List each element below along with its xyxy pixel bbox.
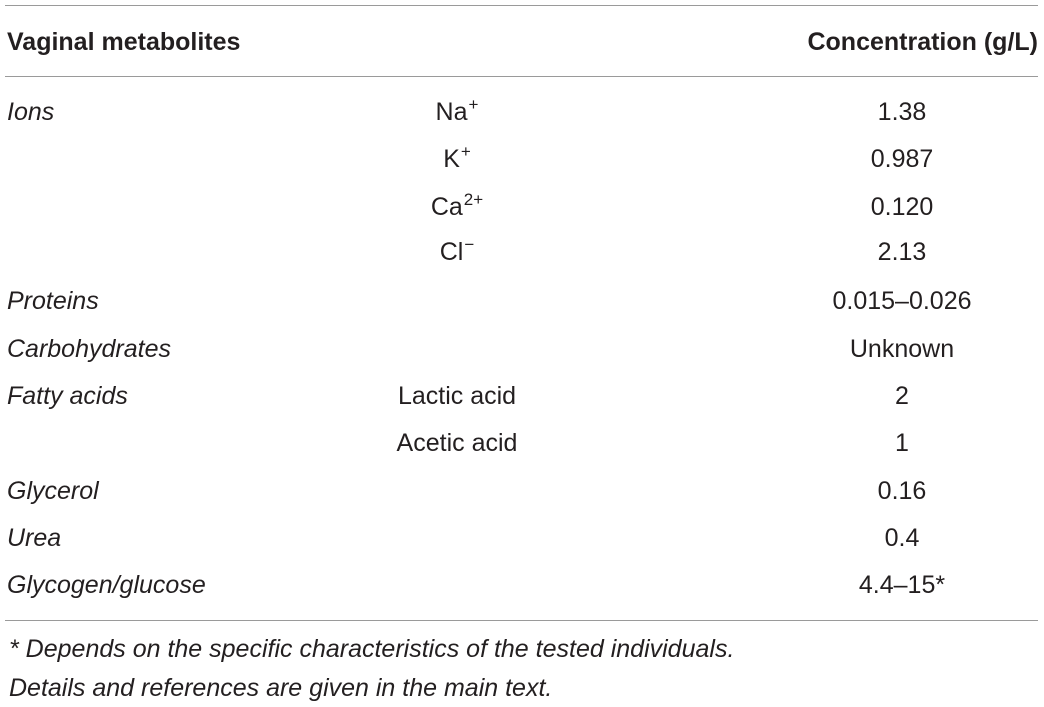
concentration-value: Unknown (849, 335, 955, 363)
concentration-value: 0.16 (877, 477, 927, 505)
table-row (0, 230, 1044, 274)
table-row (0, 185, 1044, 229)
table-row (0, 469, 1044, 513)
ion-charge: 2+ (463, 190, 484, 209)
table-row (0, 90, 1044, 134)
table-footnote: Details and references are given in the main text. (9, 674, 553, 702)
concentration-value: 0.987 (870, 145, 934, 173)
metabolite-name: Glycogen/glucose (7, 571, 206, 599)
ion-symbol: K (443, 145, 460, 173)
ion-charge: + (460, 142, 471, 161)
concentration-value: 1.38 (877, 98, 927, 126)
ion-symbol: Ca (430, 193, 463, 221)
concentration-value: 0.4 (884, 524, 920, 552)
table-footnote: * Depends on the specific characteristics of the tested individuals. (9, 635, 735, 663)
metabolite-name: Urea (7, 524, 62, 552)
metabolite-name: Glycerol (7, 477, 99, 505)
concentration-value: 1 (895, 429, 909, 457)
metabolite-name: Proteins (7, 287, 99, 315)
concentration-value: 2 (895, 382, 909, 410)
concentration-value: 4.4–15* (858, 571, 946, 599)
metabolite-subtype (431, 185, 483, 232)
ion-charge: + (468, 95, 479, 114)
subtype-label: Lactic acid (397, 382, 517, 410)
ion-symbol: Na (435, 98, 468, 126)
ion-symbol: Cl (439, 238, 464, 266)
concentration-value: 2.13 (877, 238, 927, 266)
table-top-rule (5, 5, 1038, 6)
table-row (0, 563, 1044, 607)
concentration-value: 0.120 (870, 193, 934, 221)
metabolite-subtype (436, 90, 479, 137)
metabolite-subtype (398, 374, 516, 418)
header-concentration: Concentration (g/L) (807, 28, 1038, 56)
metabolite-subtype (443, 137, 471, 184)
metabolite-name: Carbohydrates (7, 335, 171, 363)
table-bottom-rule (5, 620, 1038, 621)
table-header-rule (5, 76, 1038, 77)
metabolite-name: Fatty acids (7, 382, 128, 410)
table-row (0, 516, 1044, 560)
concentration-value: 0.015–0.026 (832, 287, 972, 315)
subtype-label: Acetic acid (396, 429, 518, 457)
metabolite-subtype (440, 230, 475, 277)
table-row (0, 421, 1044, 465)
metabolite-subtype (397, 421, 518, 465)
table-row (0, 327, 1044, 371)
metabolite-name: Ions (7, 98, 55, 126)
header-metabolites: Vaginal metabolites (7, 28, 241, 56)
ion-charge: − (464, 235, 475, 254)
table-row (0, 137, 1044, 181)
table-row (0, 279, 1044, 323)
table-row (0, 374, 1044, 418)
